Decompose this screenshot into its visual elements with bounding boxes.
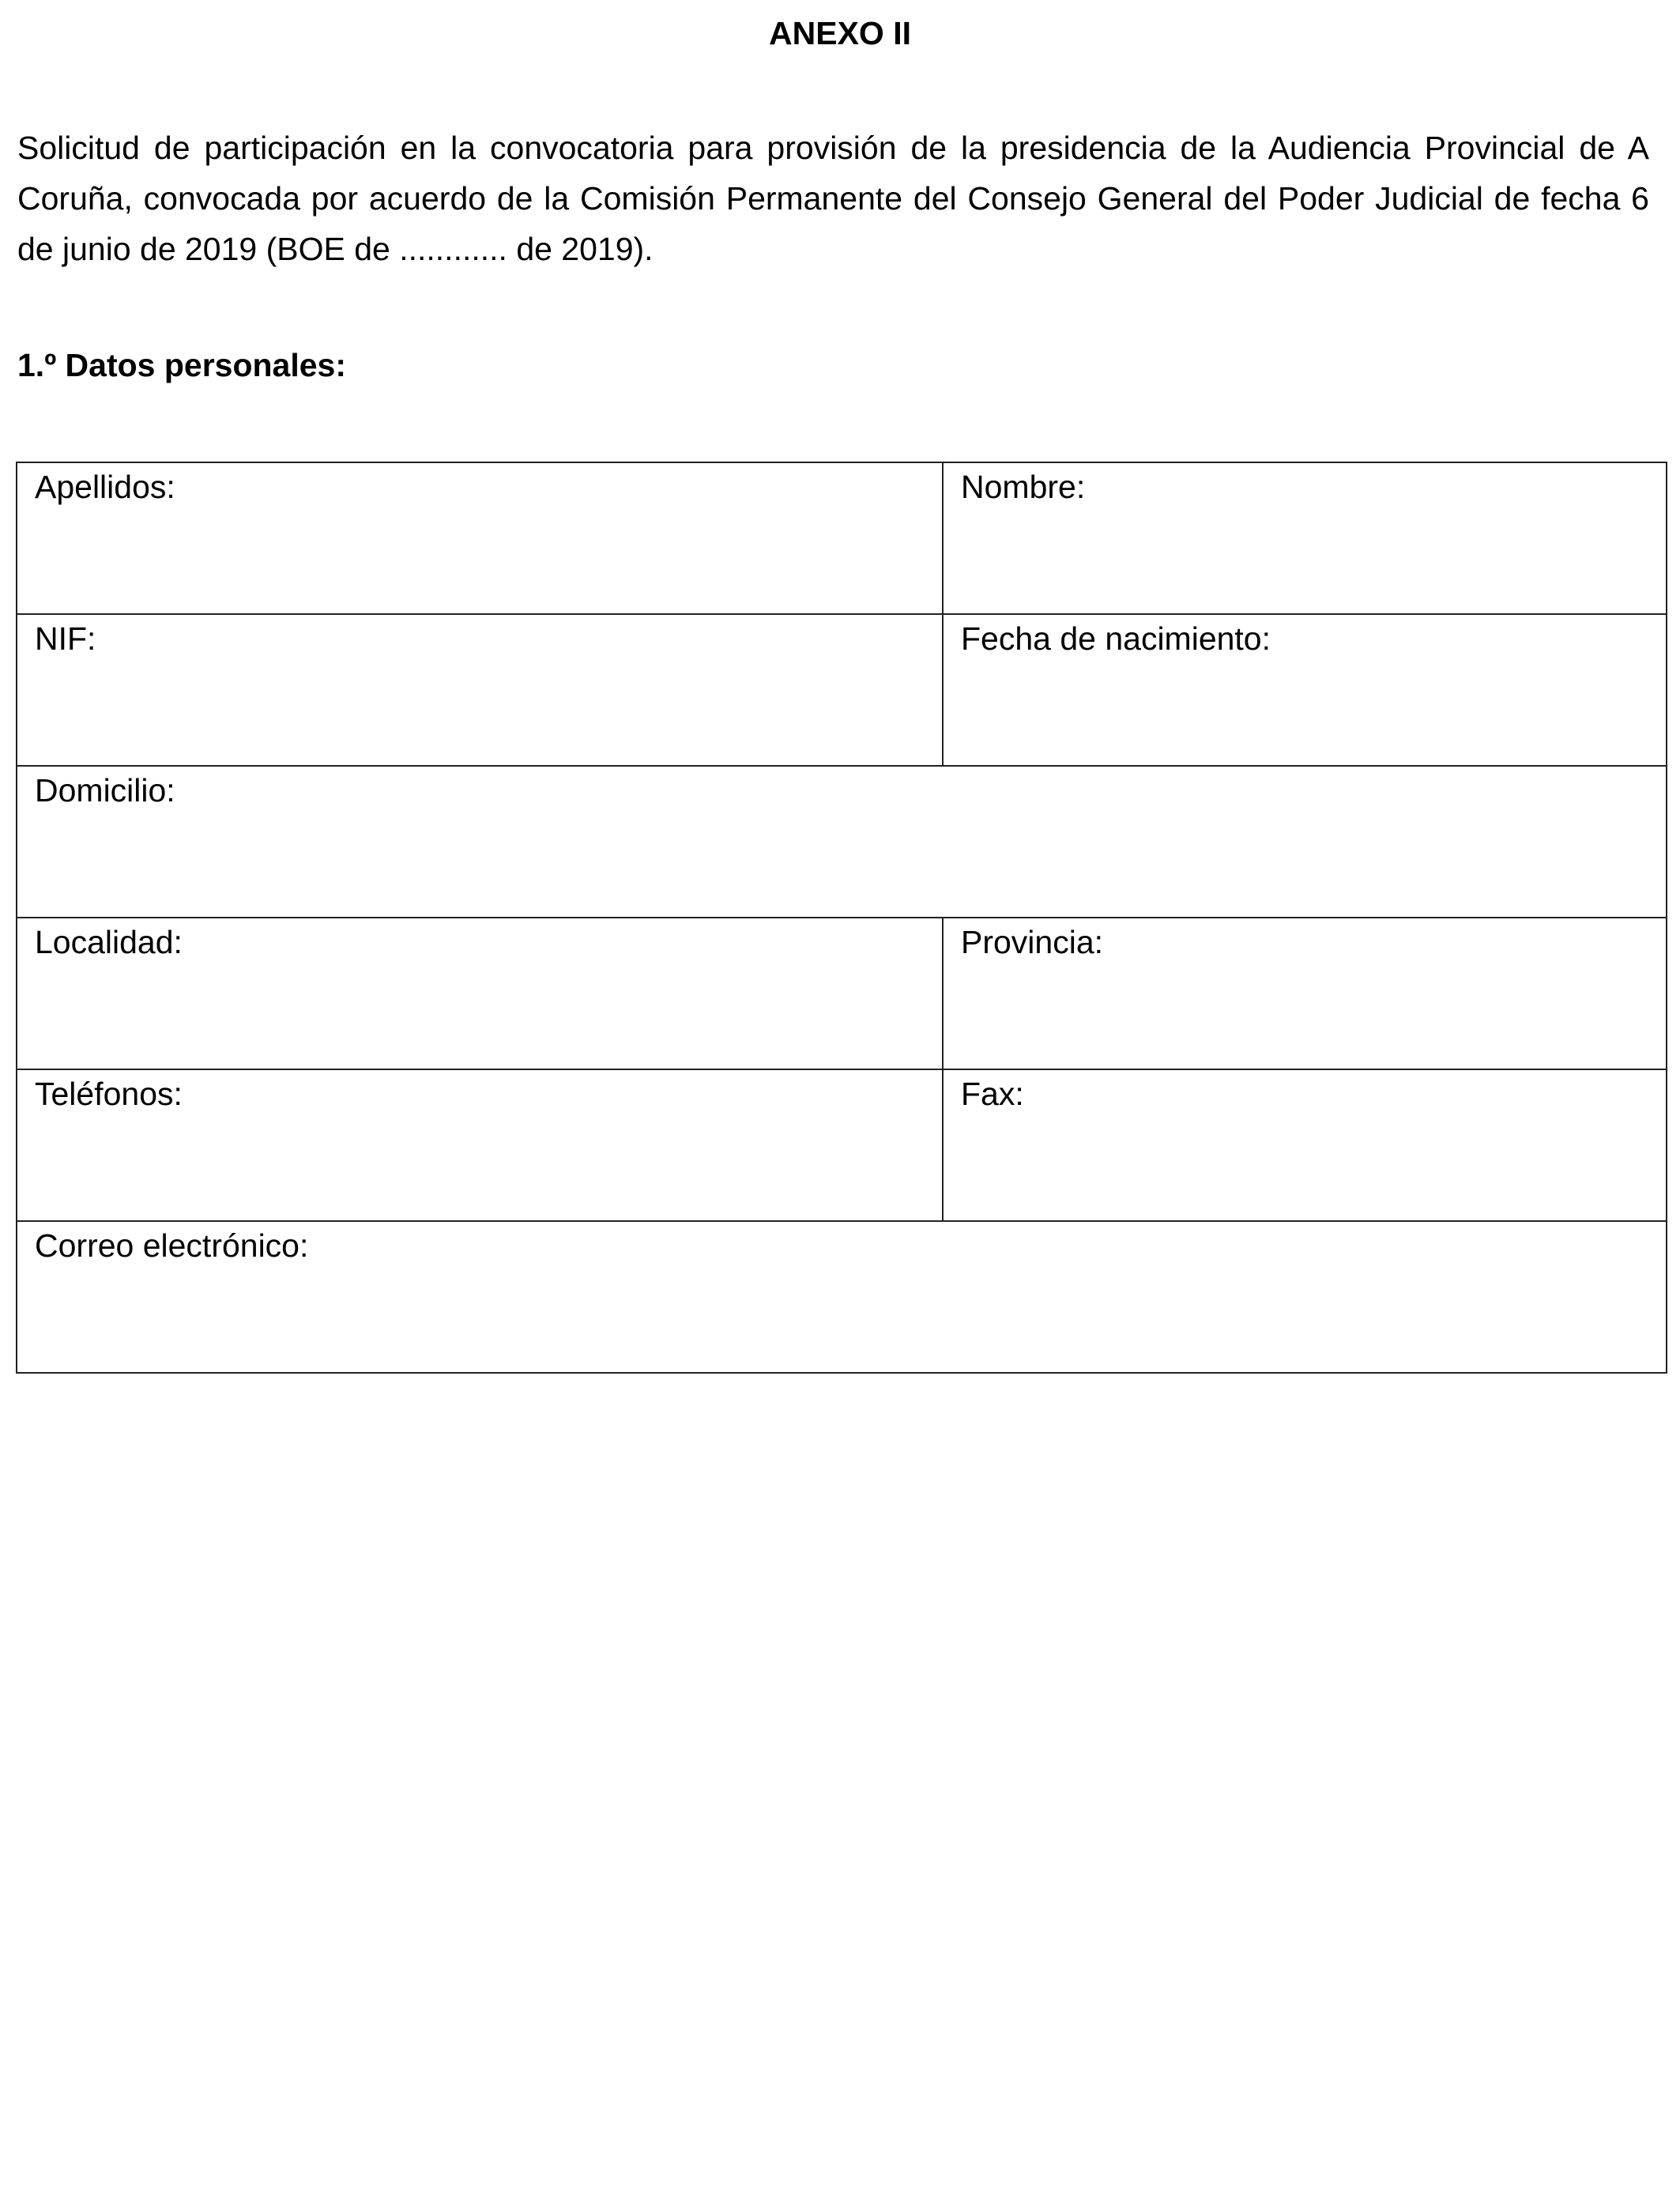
localidad-label: Localidad: [35, 924, 183, 960]
nif-label: NIF: [35, 620, 96, 657]
form-row [17, 766, 1667, 918]
form-row [17, 1221, 1667, 1373]
domicilio-field[interactable] [17, 766, 1667, 918]
nif-field[interactable] [17, 614, 943, 766]
provincia-label: Provincia: [961, 924, 1104, 960]
apellidos-field[interactable] [17, 462, 943, 614]
form-row [17, 1069, 1667, 1221]
fax-field[interactable] [943, 1069, 1667, 1221]
correo-electronico-field[interactable] [17, 1221, 1667, 1373]
form-row [17, 918, 1667, 1069]
nombre-label: Nombre: [961, 469, 1086, 505]
fax-label: Fax: [961, 1076, 1024, 1112]
section-heading-datos-personales: 1.º Datos personales: [17, 347, 347, 383]
form-row [17, 462, 1667, 614]
domicilio-label: Domicilio: [35, 772, 175, 809]
fecha-nacimiento-label: Fecha de nacimiento: [961, 620, 1271, 657]
provincia-field[interactable] [943, 918, 1667, 1069]
page-title: ANEXO II [769, 15, 911, 51]
form-row [17, 614, 1667, 766]
localidad-field[interactable] [17, 918, 943, 1069]
personal-data-form [16, 462, 1667, 1374]
telefonos-label: Teléfonos: [35, 1076, 183, 1112]
telefonos-field[interactable] [17, 1069, 943, 1221]
fecha-nacimiento-field[interactable] [943, 614, 1667, 766]
intro-paragraph: Solicitud de participación en la convocatoria para provisión de la presidencia de la Audiencia Provincial de A Coruña, convocada por acuerdo de la Comisión Permanente del Consejo General del Poder Judicial de fecha 6 de junio de 2019 (BOE de ............ de 2019). [17, 130, 1649, 267]
nombre-field[interactable] [943, 462, 1667, 614]
apellidos-label: Apellidos: [35, 469, 175, 505]
correo-electronico-label: Correo electrónico: [35, 1227, 309, 1264]
